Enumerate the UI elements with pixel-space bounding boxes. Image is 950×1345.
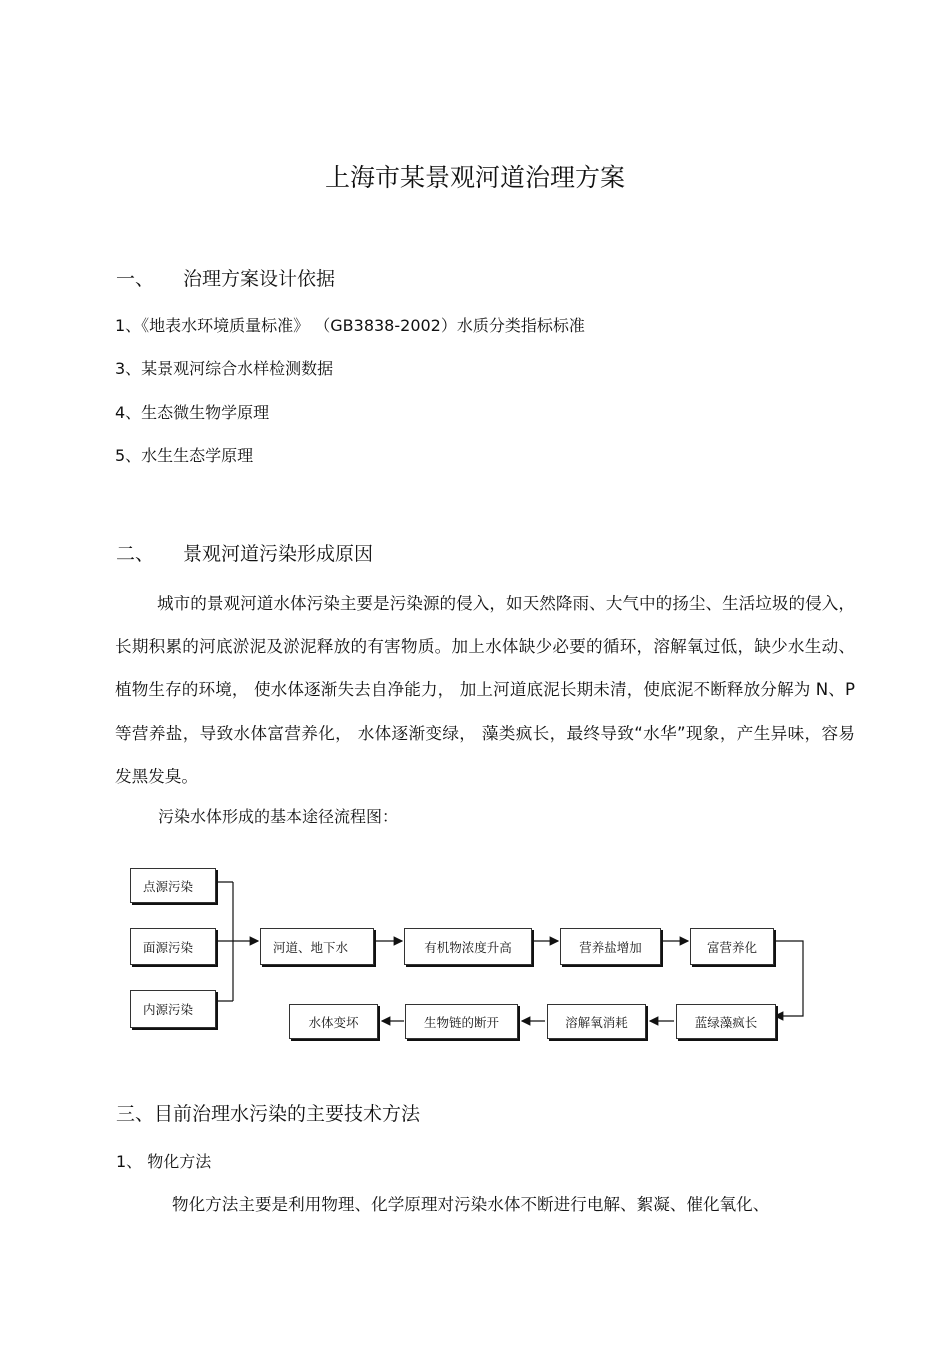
- flow-box-source: 面源污染: [130, 928, 216, 965]
- flow-box-source: 内源污染: [130, 990, 216, 1028]
- flow-box: 水体变坏: [289, 1004, 378, 1039]
- section1-heading: 治理方案设计依据: [183, 268, 336, 290]
- flow-box: 河道、地下水: [260, 928, 374, 965]
- section2-heading: 景观河道污染形成原因: [183, 543, 374, 565]
- flow-box: 溶解氧消耗: [547, 1004, 646, 1039]
- flow-box: 营养盐增加: [560, 928, 661, 965]
- basis-item: 4、生态微生物学原理: [115, 403, 270, 422]
- section2-number: 二、: [116, 543, 155, 565]
- subsection-text: 物化方法主要是利用物理、化学原理对污染水体不断进行电解、絮凝、催化氧化、: [172, 1195, 770, 1214]
- page-title: 上海市某景观河道治理方案: [324, 163, 625, 192]
- section1-number: 一、: [116, 268, 155, 290]
- flow-box: 富营养化: [690, 928, 774, 965]
- basis-item: 1、《地表水环境质量标准》 （GB3838-2002）水质分类指标标准: [115, 316, 585, 335]
- section3-heading: 三、目前治理水污染的主要技术方法: [116, 1103, 421, 1125]
- flow-box: 有机物浓度升高: [404, 928, 532, 965]
- subsection-heading: 1、 物化方法: [116, 1152, 212, 1171]
- flow-box: 生物链的断开: [405, 1004, 518, 1039]
- basis-item: 5、水生生态学原理: [115, 446, 254, 465]
- paragraph-text: 城市的景观河道水体污染主要是污染源的侵入，如天然降雨、大气中的扬尘、生活垃圾的侵入，长期积累的河底淤泥及淤泥释放的有害物质。加上水体缺少必要的循环，溶解氧过低，缺少水生动、 植物生存的环境， 使水体逐渐失去自净能力， 加上河道底泥长期未清，使底泥不断释放分解为 N、P等营养盐，导致水体富营养化， 水体逐渐变绿， 藻类疯长，最终导致“水华”现象，产生异味，容易发黑发臭。: [115, 594, 855, 786]
- flow-box: 蓝绿藻疯长: [676, 1004, 776, 1039]
- flow-box-source: 点源污染: [130, 868, 216, 903]
- flowchart-caption: 污染水体形成的基本途径流程图：: [158, 807, 399, 826]
- basis-item: 3、某景观河综合水样检测数据: [115, 359, 334, 378]
